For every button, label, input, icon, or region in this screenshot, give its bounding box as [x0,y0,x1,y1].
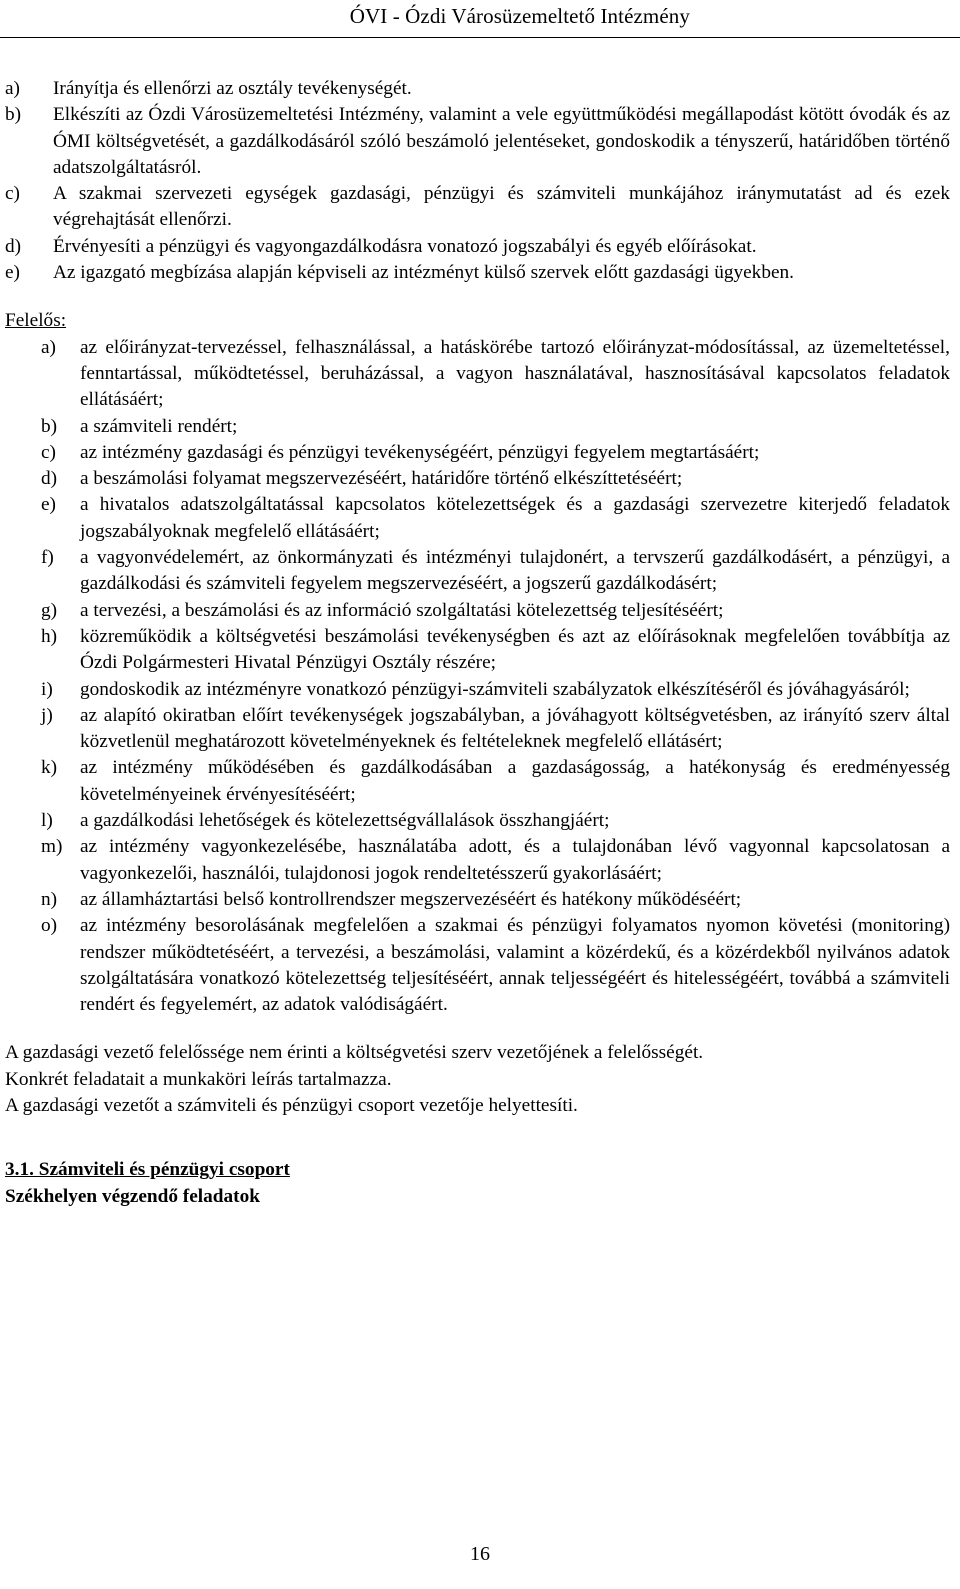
responsibility-text: az intézmény besorolásának megfelelően a szakmai és pénzügyi folyamatos nyomon követési (monitoring) rendszer működtetéséért, a tervezési, a beszámolási, valamint a közérdekű, és a közérdekből nyilvános adatok szolgáltatására vonatkozó kötelezettség teljesítéséért, annak teljességéért és hitelességéért, továbbá a számviteli rendért és fegyelemért, az adatok valódiságáért. [80,915,950,1016]
responsibility-text: a gazdálkodási lehetőségek és kötelezettségvállalások összhangjáért; [80,810,610,832]
responsibility-item [5,466,950,492]
duty-text: Elkészíti az Ózdi Városüzemeltetési Intézmény, valamint a vele együttműködési megállapodást kötött óvodák és az ÓMI költségvetését, a gazdálkodásáról szóló beszámoló jelentéseket, gondoskodik a tényszerű, határidőben történő adatszolgáltatásról. [53,104,950,178]
body-text [5,76,950,1210]
responsibility-text: a számviteli rendért; [80,415,238,437]
header-rule [0,37,960,38]
responsibilities-list [5,335,950,1019]
responsibility-item [5,414,950,440]
responsibility-item [5,440,950,466]
responsibility-item [5,677,950,703]
responsibility-item [5,624,950,677]
responsibility-text: közreműködik a költségvetési beszámolási tevékenységben és azt az előírásoknak megfelelően továbbítja az Ózdi Polgármesteri Hivatal Pénzügyi Osztály részére; [80,625,950,674]
duty-text: Irányítja és ellenőrzi az osztály tevékenységét. [53,78,412,99]
responsibility-item [5,834,950,887]
responsibility-text: a tervezési, a beszámolási és az információ szolgáltatási kötelezettség teljesítéséért; [80,599,724,621]
responsibility-text: a beszámolási folyamat megszervezéséért, határidőre történő elkészíttetéséért; [80,468,683,490]
section-heading: 3.1. Számviteli és pénzügyi csoport [5,1159,290,1181]
responsibility-label: c) [41,441,56,463]
duty-item [5,181,950,234]
closing-line: A gazdasági vezetőt a számviteli és pénzügyi csoport vezetője helyettesíti. [5,1094,578,1116]
duty-item [5,102,950,181]
responsibility-item [5,755,950,808]
section-heading-block [5,1157,950,1210]
responsibility-label: a) [41,336,56,358]
responsibility-label: d) [41,468,58,490]
duty-label: c) [5,183,20,205]
responsibility-label: n) [41,888,58,910]
responsibility-item [5,598,950,624]
duty-label: d) [5,235,22,257]
duty-text: Az igazgató megbízása alapján képviseli az intézményt külső szervek előtt gazdasági ügyekben. [53,262,794,284]
duty-label: e) [5,262,20,284]
duty-label: b) [5,104,22,126]
responsibility-item [5,492,950,545]
responsibility-label: j) [41,704,53,726]
responsibility-text: az alapító okiratban előírt tevékenységek jogszabályban, a jóváhagyott költségvetésben, az irányító szerv által közvetlenül meghatározott követelményeknek és feltételeknek megfelelő ellátásért; [80,704,950,753]
responsibility-text: az intézmény vagyonkezelésébe, használatába adott, és a tulajdonában lévő vagyonnal kapcsolatosan a vagyonkezelői, használói, tulajdonosi jogok rendeltetésszerű gyakorlásáért; [80,836,950,884]
responsibility-text: gondoskodik az intézményre vonatkozó pénzügyi-számviteli szabályzatok elkészítéséről és jóváhagyásáról; [80,678,910,700]
responsibility-label: f) [41,547,54,569]
responsibility-label: g) [41,599,58,621]
closing-line: A gazdasági vezető felelőssége nem érinti a költségvetési szerv vezetőjének a felelősségét. [5,1042,704,1064]
page-header: ÓVI - Ózdi Városüzemeltető Intézmény [349,4,690,28]
responsibility-label: k) [41,757,58,779]
duty-text: A szakmai szervezeti egységek gazdasági, pénzügyi és számviteli munkájához iránymutatást ad és ezek végrehajtását ellenőrzi. [53,183,950,231]
responsibility-text: a hivatalos adatszolgáltatással kapcsolatos kötelezettségek és a gazdasági szervezetre kiterjedő feladatok jogszabályoknak megfelelő ellátásáért; [80,494,950,542]
responsibility-text: az intézmény működésében és gazdálkodásában a gazdaságosság, a hatékonyság és eredményesség követelményeinek érvényesítéséért; [80,757,950,805]
responsibility-item [5,887,950,913]
responsibility-label: m) [41,836,63,858]
responsibility-item [5,913,950,1018]
closing-paragraphs [5,1040,950,1119]
page-number: 16 [470,1543,490,1565]
duty-item [5,234,950,260]
responsibility-label: o) [41,915,58,937]
responsibility-text: az intézmény gazdasági és pénzügyi tevékenységéért, pénzügyi fegyelem megtartásáért; [80,441,760,463]
closing-line: Konkrét feladatait a munkaköri leírás tartalmazza. [5,1068,392,1090]
responsibility-item [5,703,950,756]
duty-text: Érvényesíti a pénzügyi és vagyongazdálkodásra vonatozó jogszabályi és egyéb előírásokat. [53,235,757,257]
responsible-label: Felelős: [5,310,67,332]
responsibility-text: az előirányzat-tervezéssel, felhasználással, a hatáskörébe tartozó előirányzat-módosítással, az üzemeltetéssel, fenntartással, működtetéssel, beruházással, a vagyon használatával, hasznosításával kapcsolatos feladatok ellátásáért; [80,336,950,411]
responsible-heading [5,308,950,334]
duty-item [5,260,950,286]
responsibility-label: h) [41,625,58,647]
duties-list [5,76,950,286]
duty-item [5,76,950,102]
responsibility-text: az államháztartási belső kontrollrendszer megszervezéséért és hatékony működéséért; [80,888,742,910]
responsibility-label: b) [41,415,58,437]
responsibility-label: i) [41,678,53,700]
responsibility-label: e) [41,494,56,516]
section-subheading: Székhelyen végzendő feladatok [5,1185,260,1207]
responsibility-text: a vagyonvédelemért, az önkormányzati és intézményi tulajdonért, a tervszerű gazdálkodásért, a pénzügyi, a gazdálkodási és számviteli fegyelem megszervezéséért, a jogszerű gazdálkodásért; [80,547,950,595]
responsibility-item [5,808,950,834]
responsibility-item [5,335,950,414]
duty-label: a) [5,78,20,99]
responsibility-item [5,545,950,598]
responsibility-label: l) [41,810,53,832]
